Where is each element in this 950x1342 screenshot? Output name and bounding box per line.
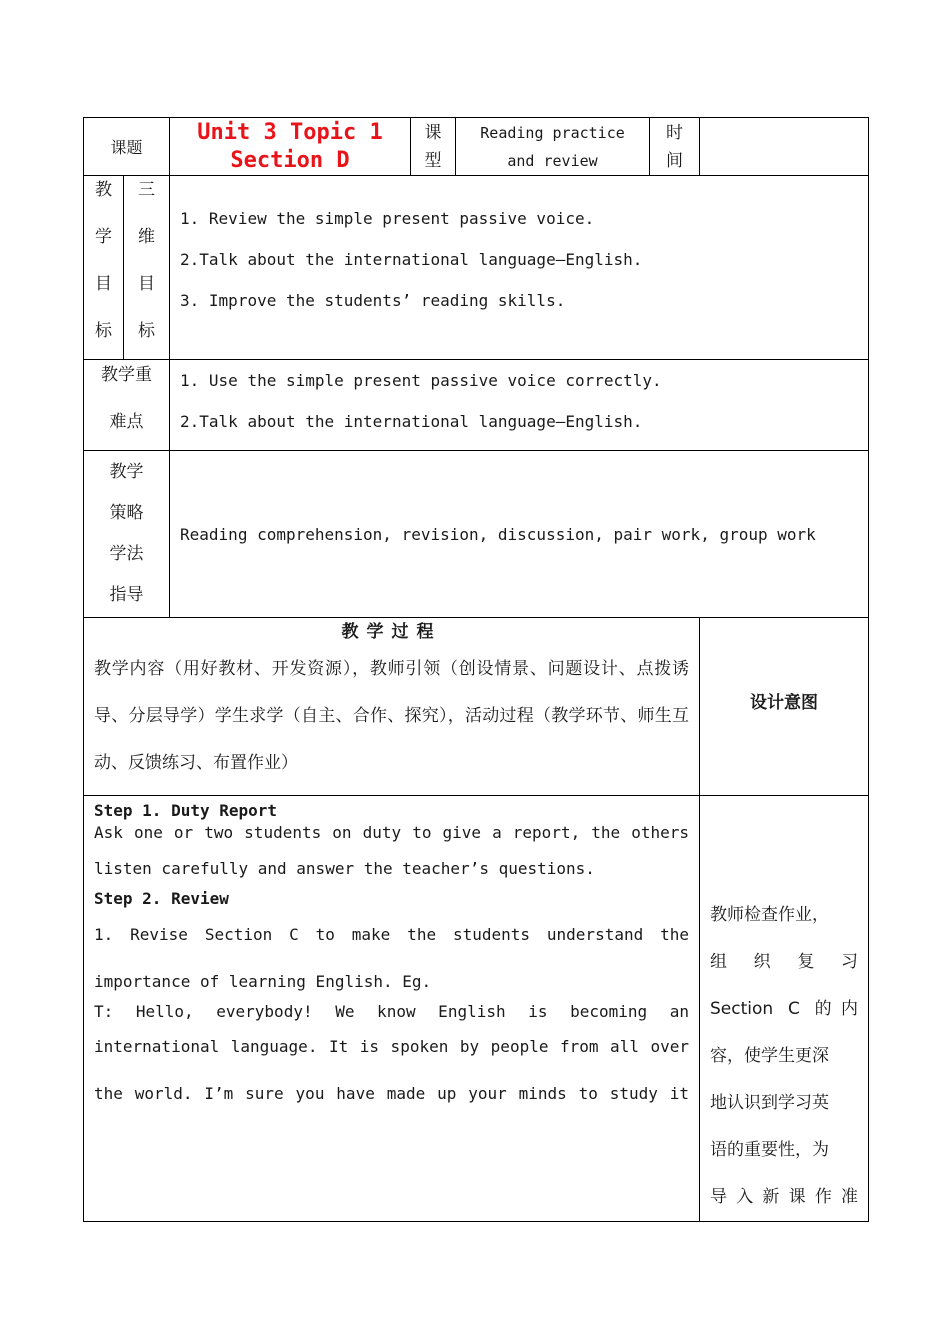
strategy-label-line: 学法 [109,544,144,564]
key-points-content [170,360,869,451]
strategy-text: Reading comprehension, revision, discussion, pair work, group work [180,524,816,544]
type-value-line1: Reading practice [480,123,625,142]
objectives-label-char: 学 [95,227,112,247]
step1-line: listen carefully and answer the teacher’s questions. [94,859,595,878]
objectives-row [84,176,869,360]
objectives-label-char: 教 [95,180,112,200]
type-label-char2: 型 [424,151,442,171]
topic-label: 课题 [84,118,170,176]
step2-line: T: Hello, everybody! We know English is becoming an [94,1002,690,1021]
three-dim-label-char: 标 [138,321,155,341]
intent-line: 地认识到学习英 [710,1093,830,1113]
strategy-label [84,451,170,618]
objectives-content [170,176,869,360]
key-point-item: 2.Talk about the international language—English. [180,412,643,431]
type-value-line2: and review [507,151,598,170]
step1-line: Ask one or two students on duty to give a report, the others [94,823,690,842]
objective-item: 3. Improve the students’ reading skills. [180,291,566,310]
design-intent-label-text: 设计意图 [750,693,819,713]
time-label [650,118,700,176]
step2-line: international language. It is spoken by people from all over [94,1037,690,1056]
key-points-row [84,360,869,451]
objectives-label [84,176,124,360]
topic-title-line2: Section D [230,147,350,173]
key-points-label [84,360,170,451]
intent-line: Section C 的内 [710,999,859,1019]
process-header [84,618,700,796]
steps-content [84,796,700,1222]
strategy-label-line: 策略 [109,503,144,523]
key-points-label-line: 难点 [109,412,144,432]
design-intent-text [700,892,868,1221]
header-row [84,118,869,176]
design-intent-content [700,796,869,1222]
objectives-label-char: 标 [95,321,112,341]
intent-line: 语的重要性，为 [710,1140,830,1160]
intent-line: 组织复习 [710,952,859,972]
steps-row [84,796,869,1222]
step1-title: Step 1. Duty Report [94,801,278,820]
objective-item: 1. Review the simple present passive voice. [180,209,595,228]
time-value [700,118,869,176]
process-description: 教学内容（用好教材、开发资源），教师引领（创设情景、问题设计、点拨诱导、分层导学）学生求学（自主、合作、探究），活动过程（教学环节、师生互动、反馈练习、布置作业） [94,659,690,773]
three-dim-label [124,176,170,360]
step2-line: the world. I’m sure you have made up your minds to study it [94,1084,690,1103]
process-header-row [84,618,869,796]
intent-line: 容，使学生更深 [710,1046,830,1066]
time-label-char2: 间 [666,151,684,171]
strategy-label-line: 指导 [109,585,144,605]
topic-title [170,118,411,176]
three-dim-label-char: 维 [138,227,155,247]
time-label-char1: 时 [666,123,684,143]
key-point-item: 1. Use the simple present passive voice correctly. [180,371,662,390]
design-intent-label [700,618,869,796]
lesson-plan-table [83,117,869,1222]
step2-title: Step 2. Review [94,889,229,908]
intent-line: 教师检查作业， [710,905,830,925]
steps-text [84,796,699,1117]
key-points-label-line: 教学重 [101,365,152,385]
strategy-row [84,451,869,618]
topic-title-line1: Unit 3 Topic 1 [197,119,383,145]
objectives-label-char: 目 [95,274,112,294]
type-label [411,118,456,176]
strategy-label-line: 教学 [109,462,144,482]
objective-item: 2.Talk about the international language—English. [180,250,643,269]
process-heading: 教学过程 [341,622,442,642]
type-value [456,118,650,176]
three-dim-label-char: 三 [138,180,155,200]
three-dim-label-char: 目 [138,274,155,294]
step2-line: importance of learning English. Eg. [94,972,432,991]
strategy-content [170,451,869,618]
step2-line: 1. Revise Section C to make the students understand the [94,925,690,944]
intent-line: 导入新课作准 [710,1187,859,1207]
type-label-char1: 课 [424,123,442,143]
